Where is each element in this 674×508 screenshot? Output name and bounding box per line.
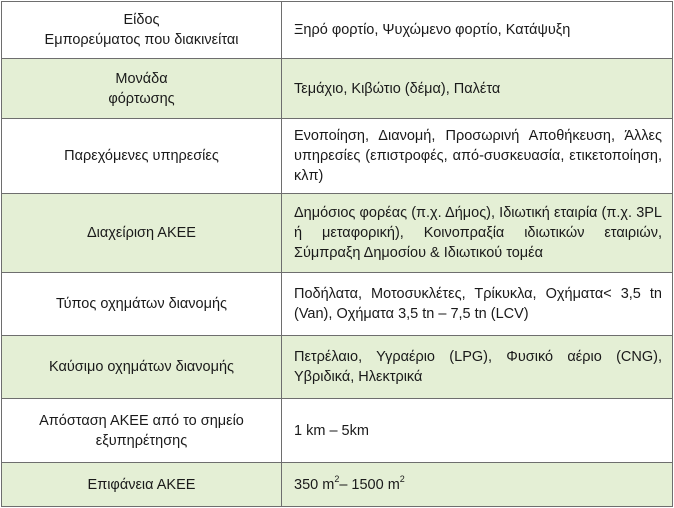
table-row — [2, 463, 673, 507]
table-row — [2, 399, 673, 463]
row-value: Τεμάχιο, Κιβώτιο (δέμα), Παλέτα — [282, 59, 673, 119]
row-value: Ενοποίηση, Διανομή, Προσωρινή Αποθήκευση, Άλλες υπηρεσίες (επιστροφές, από-συσκευασία, ετικετοποίηση, κλπ) — [282, 119, 673, 194]
table-row — [2, 2, 673, 59]
row-value: Πετρέλαιο, Υγραέριο (LPG), Φυσικό αέριο (CNG), Υβριδικά, Ηλεκτρικά — [282, 336, 673, 399]
table-row — [2, 336, 673, 399]
row-label: Διαχείριση ΑΚΕΕ — [2, 194, 282, 273]
table-row — [2, 194, 673, 273]
table-row — [2, 119, 673, 194]
row-label: Καύσιμο οχημάτων διανομής — [2, 336, 282, 399]
row-value: Ποδήλατα, Μοτοσυκλέτες, Τρίκυκλα, Οχήματα< 3,5 tn (Van), Οχήματα 3,5 tn – 7,5 tn (LCV) — [282, 273, 673, 336]
table-row — [2, 59, 673, 119]
row-label: Απόσταση ΑΚΕΕ από το σημείο εξυπηρέτησης — [2, 399, 282, 463]
row-label: Μονάδα φόρτωσης — [2, 59, 282, 119]
row-label: Τύπος οχημάτων διανομής — [2, 273, 282, 336]
row-label: Παρεχόμενες υπηρεσίες — [2, 119, 282, 194]
row-label: Επιφάνεια ΑΚΕΕ — [2, 463, 282, 507]
characteristics-table — [1, 1, 673, 507]
row-label: Είδος Εμπορεύματος που διακινείται — [2, 2, 282, 59]
row-value: Ξηρό φορτίο, Ψυχώμενο φορτίο, Κατάψυξη — [282, 2, 673, 59]
table-row — [2, 273, 673, 336]
row-value: Δημόσιος φορέας (π.χ. Δήμος), Ιδιωτική εταιρία (π.χ. 3PL ή μεταφορική), Κοινοπραξία ιδιωτικών εταιριών, Σύμπραξη Δημοσίου & Ιδιωτικού τομέα — [282, 194, 673, 273]
row-value: 1 km – 5km — [282, 399, 673, 463]
row-value: 350 $m^2-$ 1500 $m^2$ — [282, 463, 673, 507]
